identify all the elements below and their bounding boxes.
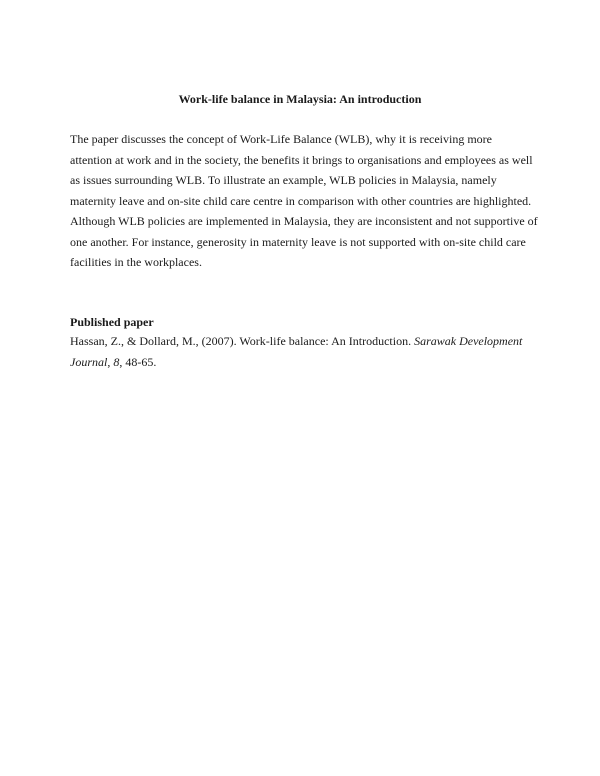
abstract-line: as issues surrounding WLB. To illustrate an example, WLB policies in Malaysia, namely <box>70 173 497 187</box>
page-title: Work-life balance in Malaysia: An introduction <box>178 92 422 106</box>
abstract-line: facilities in the workplaces. <box>70 255 202 269</box>
reference-citation <box>70 331 540 373</box>
abstract-line: The paper discusses the concept of Work-Life Balance (WLB), why it is receiving more <box>70 132 492 146</box>
reference-separator: , <box>119 355 126 369</box>
reference-journal-part2: Journal <box>70 355 108 369</box>
reference-line-1 <box>70 331 540 352</box>
reference-line-2 <box>70 352 540 373</box>
reference-separator: , <box>107 355 114 369</box>
abstract-line: one another. For instance, generosity in maternity leave is not supported with on-site child care <box>70 234 526 249</box>
published-paper-heading: Published paper <box>70 315 154 329</box>
abstract-line: Although WLB policies are implemented in Malaysia, they are inconsistent and not supportive of <box>70 214 538 228</box>
abstract-line: attention at work and in the society, the benefits it brings to organisations and employees as well <box>70 152 533 167</box>
abstract-paragraph <box>70 129 538 273</box>
abstract-line: maternity leave and on-site child care centre in comparison with other countries are highlighted. <box>70 193 532 208</box>
reference-authors-title: Hassan, Z., & Dollard, M., (2007). Work-life balance: An Introduction. <box>70 334 415 348</box>
reference-volume: 8 <box>113 355 120 369</box>
reference-journal-part1: Sarawak Development <box>414 334 523 348</box>
reference-pages: 48-65. <box>125 355 157 369</box>
